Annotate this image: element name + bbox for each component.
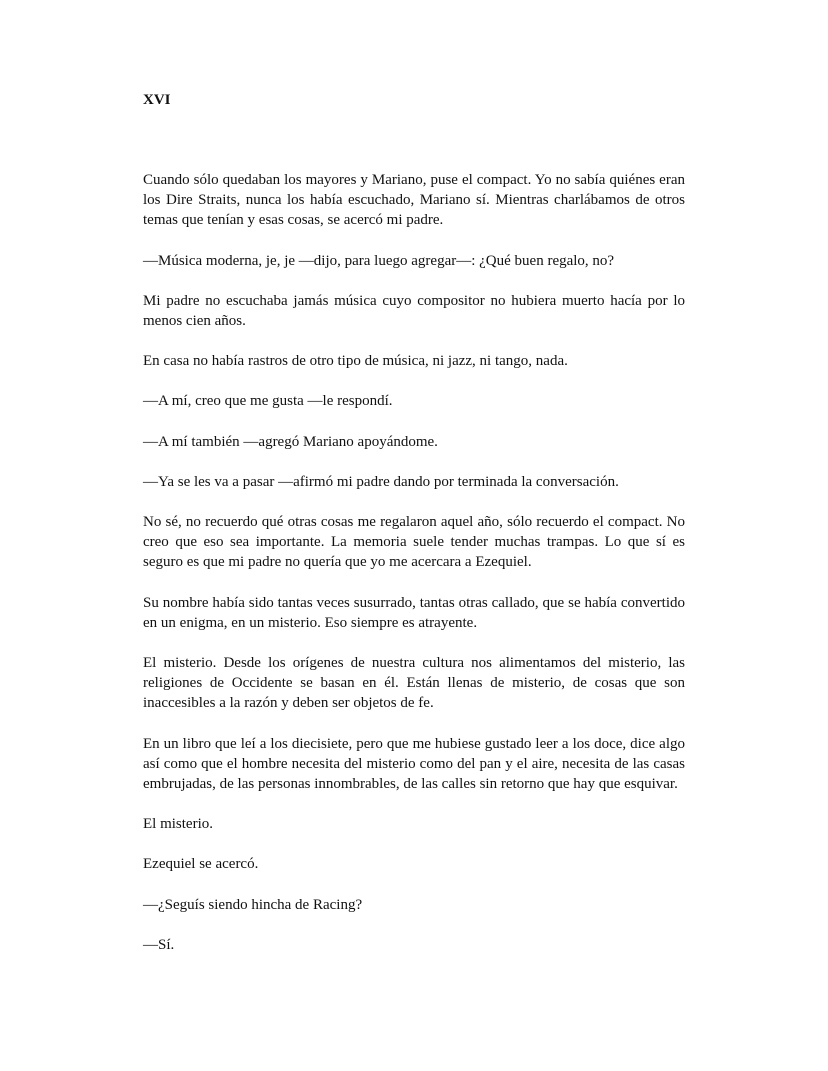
paragraph: Su nombre había sido tantas veces susurrado, tantas otras callado, que se había convertido en un enigma, en un misterio. Eso siempre es atrayente.: [143, 594, 685, 631]
dialogue-line: —Sí.: [143, 936, 175, 953]
paragraph: Cuando sólo quedaban los mayores y Mariano, puse el compact. Yo no sabía quiénes eran los Dire Straits, nunca los había escuchado, Mariano sí. Mientras charlábamos de otros temas que tenían y esas cosas, se acercó mi padre.: [143, 172, 685, 229]
chapter-title: XVI: [143, 92, 171, 108]
dialogue-line: —¿Seguís siendo hincha de Racing?: [143, 896, 363, 913]
paragraph: Ezequiel se acercó.: [143, 856, 259, 873]
paragraph: El misterio. Desde los orígenes de nuestra cultura nos alimentamos del misterio, las religiones de Occidente se basan en él. Están llenas de misterio, de cosas que son inaccesibles a la razón y deben ser objetos de fe.: [143, 655, 685, 712]
paragraph: En un libro que leí a los diecisiete, pero que me hubiese gustado leer a los doce, dice algo así como que el hombre necesita del misterio como del pan y el aire, necesita de las casas embrujadas, de las personas innombrables, de las calles sin retorno que hay que esquivar.: [143, 735, 685, 793]
paragraph: El misterio.: [143, 816, 213, 833]
paragraph: En casa no había rastros de otro tipo de música, ni jazz, ni tango, nada.: [143, 353, 568, 370]
dialogue-line: —A mí también —agregó Mariano apoyándome.: [143, 433, 438, 450]
paragraph: Mi padre no escuchaba jamás música cuyo compositor no hubiera muerto hacía por lo menos cien años.: [143, 292, 685, 330]
dialogue-line: —A mí, creo que me gusta —le respondí.: [143, 393, 393, 410]
paragraph: No sé, no recuerdo qué otras cosas me regalaron aquel año, sólo recuerdo el compact. No creo que eso sea importante. La memoria suele tender muchas trampas. Lo que sí es seguro es que mi padre no quería que yo me acercara a Ezequiel.: [143, 514, 685, 571]
dialogue-line: —Ya se les va a pasar —afirmó mi padre dando por terminada la conversación.: [143, 473, 619, 490]
chapter-body: [143, 170, 685, 975]
dialogue-line: —Música moderna, je, je —dijo, para luego agregar—: ¿Qué buen regalo, no?: [143, 252, 615, 269]
